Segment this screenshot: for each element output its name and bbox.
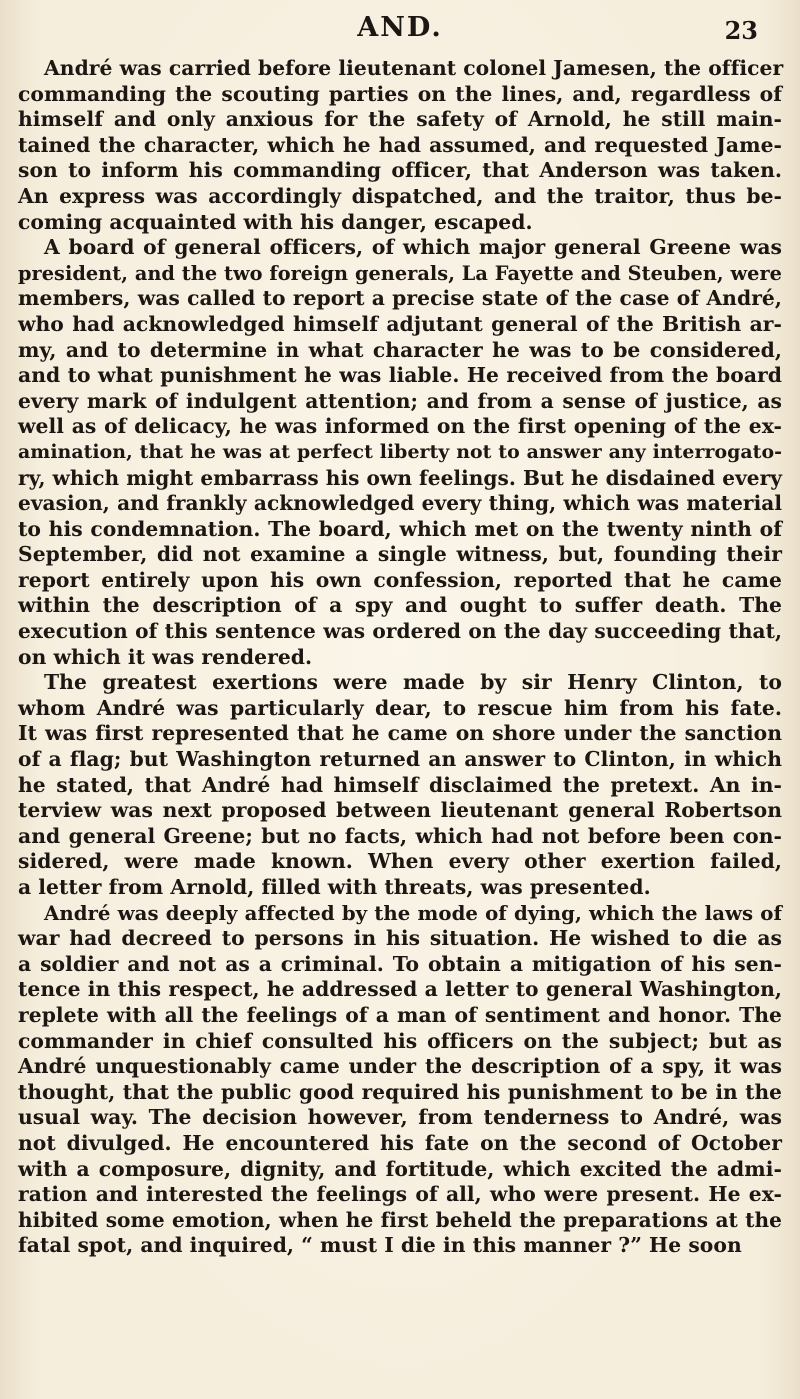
text-line: execution of this sentence was ordered on the day succeeding that, [18, 619, 782, 644]
text-line: The greatest exertions were made by sir Henry Clinton, to [44, 670, 782, 695]
text-line: tence in this respect, he addressed a letter to general Washington, [18, 977, 782, 1002]
text-line: and to what punishment he was liable. He received from the board [18, 363, 782, 388]
paragraph [18, 901, 782, 1259]
text-line: every mark of indulgent attention; and from a sense of justice, as [18, 388, 782, 413]
text-line: well as of delicacy, he was informed on the first opening of the ex- [18, 414, 782, 439]
text-line: thought, that the public good required his punishment to be in the [18, 1079, 782, 1104]
paragraph [18, 235, 782, 670]
text-line: my, and to determine in what character he was to be considered, [18, 337, 782, 362]
text-line: to his condemnation. The board, which met on the twenty ninth of [18, 516, 782, 541]
text-line: coming acquainted with his danger, escaped. [18, 209, 533, 234]
text-line: ry, which might embarrass his own feelings. But he disdained every [18, 465, 782, 490]
text-line: André was carried before lieutenant colonel Jamesen, the officer [44, 56, 784, 80]
text-line: usual way. The decision however, from tenderness to André, was [18, 1105, 782, 1130]
text-line: members, was called to report a precise state of the case of André, [18, 286, 782, 311]
text-line: An express was accordingly dispatched, and the traitor, thus be- [18, 183, 782, 208]
text-line: sidered, were made known. When every other exertion failed, [18, 849, 782, 874]
text-line: himself and only anxious for the safety of Arnold, he still main- [18, 107, 782, 132]
text-line: a letter from Arnold, filled with threats, was presented. [18, 875, 651, 899]
running-head [0, 6, 800, 48]
text-line: son to inform his commanding officer, that Anderson was taken. [18, 158, 782, 183]
body-text [18, 56, 782, 1259]
text-line: evasion, and frankly acknowledged every thing, which was material [18, 491, 782, 516]
text-line: not divulged. He encountered his fate on the second of October [18, 1130, 782, 1155]
text-line: war had decreed to persons in his situation. He wished to die as [18, 926, 782, 951]
text-line: terview was next proposed between lieutenant general Robertson [18, 798, 782, 823]
running-title: AND. [357, 12, 443, 43]
paragraph [18, 670, 782, 900]
page-number: 23 [724, 16, 758, 45]
text-line: tained the character, which he had assumed, and requested Jame- [18, 132, 782, 157]
text-line: A board of general officers, of which major general Greene was [44, 235, 782, 260]
text-line: replete with all the feelings of a man of sentiment and honor. The [18, 1002, 782, 1027]
text-line: with a composure, dignity, and fortitude, which excited the admi- [18, 1156, 782, 1181]
text-line: ration and interested the feelings of all, who were present. He ex- [18, 1182, 782, 1207]
text-line: André unquestionably came under the description of a spy, it was [18, 1054, 782, 1079]
text-line: president, and the two foreign generals, La Fayette and Steuben, were [18, 261, 782, 285]
text-line: amination, that he was at perfect liberty not to answer any interrogato- [18, 440, 782, 463]
text-line: report entirely upon his own confession, reported that he came [18, 567, 782, 592]
text-line: a soldier and not as a criminal. To obtain a mitigation of his sen- [18, 951, 782, 976]
text-line: commanding the scouting parties on the lines, and, regardless of [18, 81, 782, 106]
text-line: commander in chief consulted his officers on the subject; but as [18, 1028, 782, 1053]
text-line: hibited some emotion, when he first beheld the preparations at the [18, 1207, 782, 1232]
text-line: he stated, that André had himself disclaimed the pretext. An in- [18, 772, 782, 797]
text-line: and general Greene; but no facts, which had not before been con- [18, 823, 782, 848]
text-line: of a flag; but Washington returned an answer to Clinton, in which [18, 747, 782, 772]
text-line: André was deeply affected by the mode of dying, which the laws of [44, 901, 782, 925]
text-line: September, did not examine a single witness, but, founding their [18, 542, 782, 567]
text-line: who had acknowledged himself adjutant general of the British ar- [18, 311, 782, 336]
text-line: on which it was rendered. [18, 644, 313, 669]
text-line: fatal spot, and inquired, “ must I die in this manner ?” He soon [18, 1233, 742, 1258]
text-line: It was first represented that he came on shore under the sanction [18, 721, 782, 746]
paragraph [18, 56, 782, 235]
text-line: within the description of a spy and ought to suffer death. The [18, 593, 782, 618]
text-line: whom André was particularly dear, to rescue him from his fate. [18, 695, 782, 720]
